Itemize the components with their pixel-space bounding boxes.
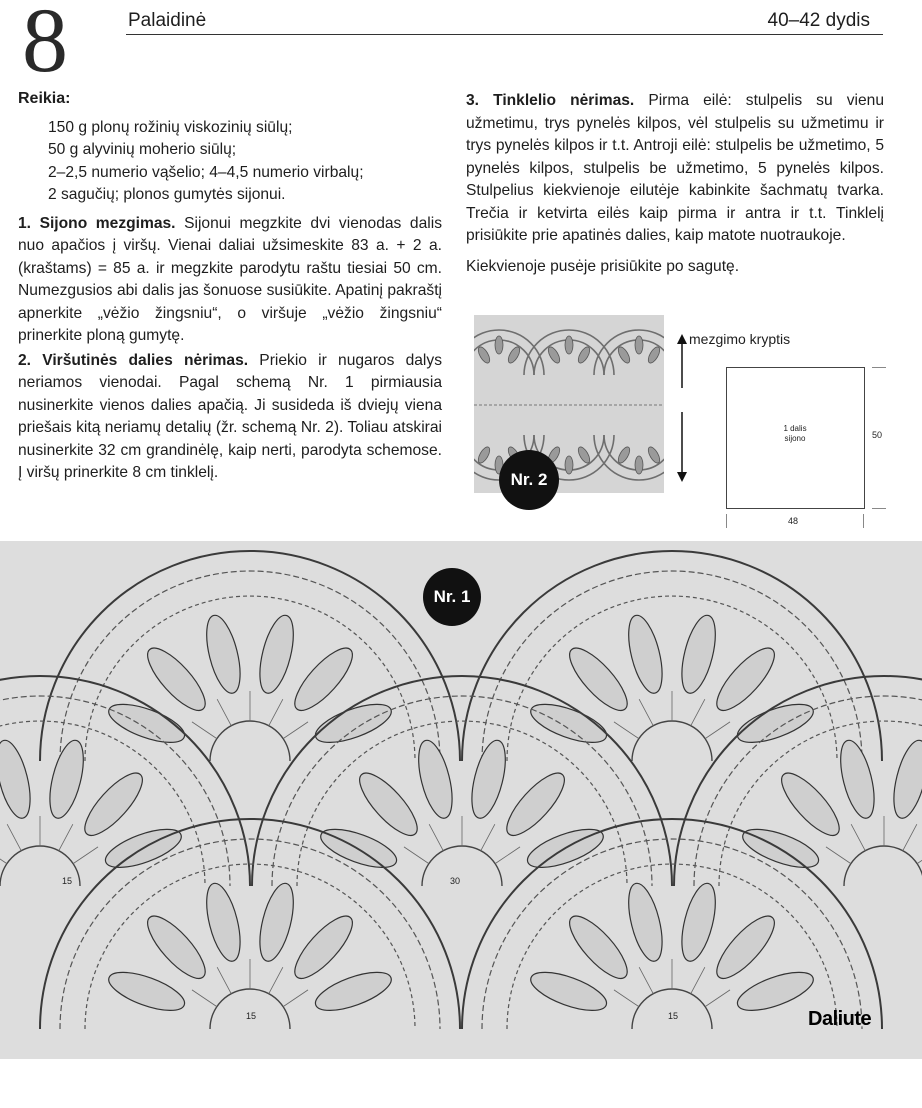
step-heading: 2. Viršutinės dalies nėrimas. <box>18 351 249 369</box>
step-text: Priekio ir nugaros dalys neriamos vienodai. Pagal schemą Nr. 1 pirmiausia nusinerkite vienos dalies apačią. Ji susideda iš dviejų viena priešais kitą neriamų detalių (žr. schemą Nr. 2). Toliau atskirai nusinerkite 32 cm grandinėlę, kaip nerti, parodyta schemose. Į viršų prinerkite 8 cm tinklelį. <box>18 351 442 481</box>
chart-marker: 15 <box>246 1011 257 1021</box>
schematic-label-line: sijono <box>784 434 806 443</box>
dimension-tick <box>872 367 886 368</box>
direction-label: mezgimo kryptis <box>689 331 791 347</box>
title-divider <box>126 34 883 35</box>
step-paragraph <box>18 350 442 485</box>
step-text: Pirma eilė: stulpelis su vienu užmetimu, trys pynelės kilpos, vėl stulpelis su užmetimu ir trys pynelės kilpos ir t.t. Antroji eilė: stulpelis be užmetimo, 5 pynelės kilpos, stulpelis be užmetimo, 5 pynelės kilpos. Stulpelius kiekvienoje eilutėje kabinkite šachmatų tvarka. Trečia ir ketvirta eilės kaip pirma ir antra ir t.t. Tinklelį prisiūkite prie apatinės dalies, kaip matote nuotraukoje. <box>466 92 884 244</box>
chart-marker: 15 <box>62 876 73 886</box>
height-dimension: 50 <box>872 430 883 440</box>
requirement-item: 2–2,5 numerio vąšelio; 4–4,5 numerio virbalų; <box>48 163 364 181</box>
step-text: Sijonui megzkite dvi vienodas dalis nuo apačios į viršų. Vienai daliai užsimeskite 83 a. + 2 a. (kraštams) = 85 a. ir megzkite parodytu raštu tiesiai 50 cm. Numezgusios abi dalis jas šonuose susiūkite. Apatinį pakraštį apnerkite „vėžio žingsniu“, o viršuje „vėžio žingsniu“ prinerkite ploną gumytę. <box>18 214 442 344</box>
schematic-label <box>760 424 830 444</box>
step-heading: 3. Tinklelio nėrimas. <box>466 92 635 109</box>
page-title: Palaidinė <box>128 10 207 31</box>
schematic-label-line: 1 dalis <box>783 424 807 433</box>
requirement-item: 50 g alyvinių moherio siūlų; <box>48 141 237 158</box>
closing-note: Kiekvienoje pusėje prisiūkite po sagutę. <box>466 257 740 275</box>
step-paragraph <box>466 90 884 248</box>
pattern-number: 8 <box>22 0 68 91</box>
width-dimension: 48 <box>788 516 799 526</box>
chart-badge: Nr. 1 <box>423 568 481 626</box>
size-label: 40–42 dydis <box>767 10 870 31</box>
step-paragraph <box>18 213 442 348</box>
right-column <box>466 88 884 278</box>
chart-marker: 15 <box>668 1011 679 1021</box>
dimension-tick <box>863 514 864 528</box>
requirements-list <box>18 117 442 207</box>
step-heading: 1. Sijono mezgimas. <box>18 214 176 232</box>
requirement-item: 2 sagučių; plonos gumytės sijonui. <box>48 186 286 203</box>
left-column <box>18 88 442 485</box>
photo-badge: Nr. 2 <box>499 450 559 510</box>
requirement-item: 150 g plonų rožinių viskozinių siūlų; <box>48 118 293 136</box>
arrow-down-icon <box>672 412 692 482</box>
dimension-tick <box>726 514 727 528</box>
signature: Daliute <box>808 1008 872 1030</box>
dimension-tick <box>872 508 886 509</box>
requirements-heading: Reikia: <box>18 90 71 107</box>
chart-marker: 30 <box>450 876 461 886</box>
